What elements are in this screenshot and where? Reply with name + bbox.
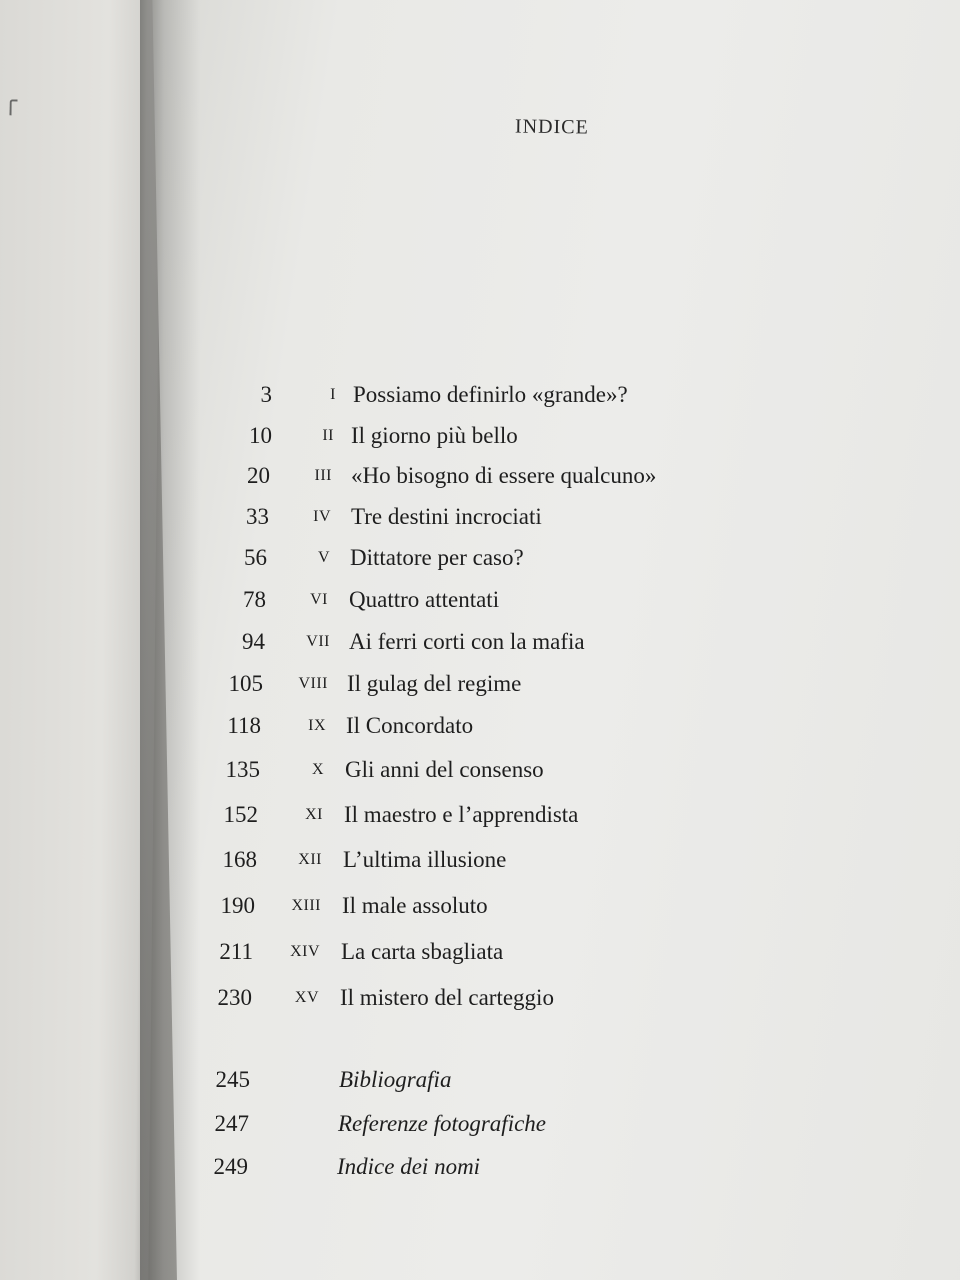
toc-chapter-row	[0, 669, 960, 699]
chapter-numeral: XV	[294, 989, 319, 1006]
toc-appendix-row	[0, 1065, 960, 1095]
chapter-numeral: II	[322, 427, 334, 444]
chapter-page-number: 168	[222, 847, 257, 872]
appendix-title: Indice dei nomi	[337, 1154, 481, 1179]
appendix-page-number: 247	[214, 1111, 249, 1136]
chapter-title: Il mistero del carteggio	[340, 985, 554, 1010]
chapter-page-number: 190	[220, 893, 255, 918]
toc-chapter-row	[0, 543, 960, 573]
toc-chapter-row	[0, 891, 960, 921]
chapter-numeral: VII	[306, 633, 330, 650]
chapter-page-number: 20	[247, 463, 270, 488]
toc-chapter-row	[0, 380, 960, 410]
chapter-title: Dittatore per caso?	[350, 545, 524, 570]
toc-chapter-row	[0, 421, 960, 451]
chapter-page-number: 33	[246, 504, 269, 529]
toc-chapter-row	[0, 937, 960, 967]
appendix-title: Referenze fotografiche	[338, 1111, 546, 1136]
chapter-title: L’ultima illusione	[343, 847, 507, 872]
chapter-title: La carta sbagliata	[341, 939, 504, 964]
chapter-numeral: IX	[308, 717, 326, 734]
toc-chapter-row	[0, 585, 960, 615]
chapter-title: Quattro attentati	[349, 587, 500, 612]
chapter-title: Possiamo definirlo «grande»?	[353, 382, 628, 407]
chapter-page-number: 135	[225, 757, 260, 782]
chapter-numeral: XII	[298, 851, 322, 868]
chapter-title: Tre destini incrociati	[351, 504, 542, 529]
chapter-title: Il maestro e l’apprendista	[344, 802, 579, 827]
toc-chapter-row	[0, 627, 960, 657]
chapter-numeral: VI	[310, 591, 328, 608]
toc-appendix-row	[0, 1152, 960, 1182]
chapter-numeral: VIII	[298, 675, 328, 692]
chapter-page-number: 56	[244, 545, 267, 570]
chapter-title: Ai ferri corti con la mafia	[349, 629, 585, 654]
toc-chapter-row	[0, 800, 960, 830]
chapter-numeral: X	[311, 761, 324, 778]
chapter-title: Il gulag del regime	[347, 671, 522, 696]
chapter-numeral: XI	[305, 806, 323, 823]
chapter-page-number: 230	[217, 985, 252, 1010]
chapter-title: «Ho bisogno di essere qualcuno»	[351, 463, 657, 488]
chapter-title: Il Concordato	[346, 713, 474, 738]
chapter-numeral: V	[317, 549, 330, 566]
chapter-page-number: 10	[249, 423, 272, 448]
toc-chapter-row	[0, 502, 960, 532]
chapter-page-number: 152	[223, 802, 258, 827]
chapter-page-number: 78	[243, 587, 266, 612]
chapter-page-number: 94	[242, 629, 265, 654]
chapter-page-number: 3	[260, 382, 272, 407]
chapter-numeral: XIV	[290, 943, 320, 960]
toc-chapter-row	[0, 711, 960, 741]
chapter-numeral: III	[314, 467, 332, 484]
appendix-page-number: 249	[213, 1154, 248, 1179]
chapter-numeral: XIII	[291, 897, 321, 914]
appendix-title: Bibliografia	[339, 1067, 452, 1092]
chapter-page-number: 105	[228, 671, 263, 696]
chapter-title: Il giorno più bello	[351, 423, 518, 448]
chapter-title: Gli anni del consenso	[345, 757, 544, 782]
toc-chapter-row	[0, 845, 960, 875]
page-heading: INDICE	[514, 115, 589, 139]
chapter-numeral: IV	[313, 508, 331, 525]
toc-chapter-row	[0, 755, 960, 785]
appendix-page-number: 245	[215, 1067, 250, 1092]
chapter-page-number: 211	[219, 939, 253, 964]
toc-chapter-row	[0, 461, 960, 491]
chapter-numeral: I	[330, 386, 336, 403]
chapter-page-number: 118	[227, 713, 261, 738]
toc-appendix-row	[0, 1109, 960, 1139]
toc-chapter-row	[0, 983, 960, 1013]
chapter-title: Il male assoluto	[342, 893, 488, 918]
